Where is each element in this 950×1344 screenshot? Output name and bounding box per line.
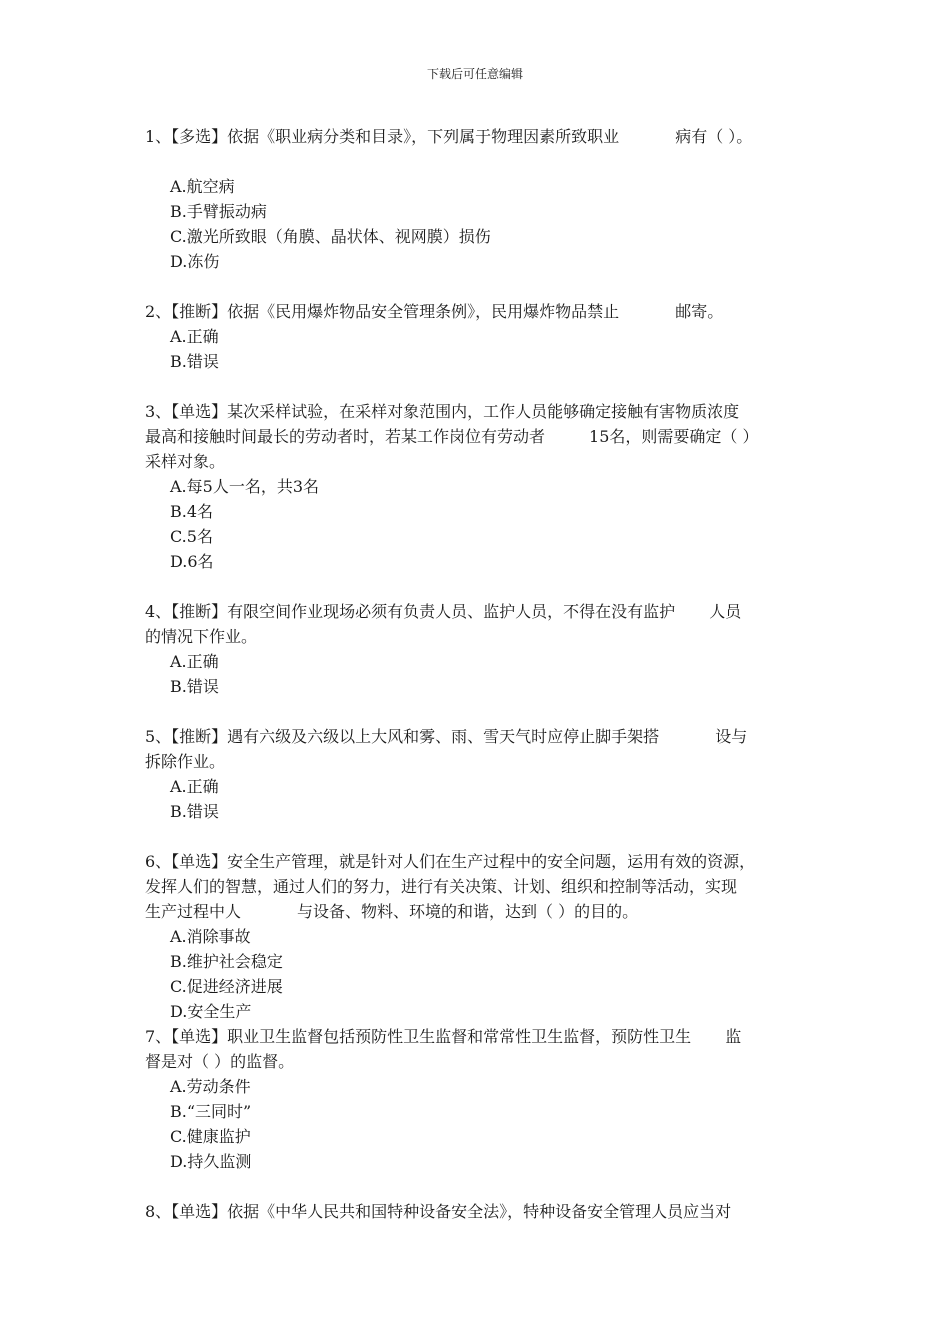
- question-1-options: [145, 174, 825, 274]
- question-1-stem: 1、【多选】依据《职业病分类和目录》，下列属于物理因素所致职业 病有（ ）。: [145, 127, 753, 146]
- question-3-stem-line-2: 最高和接触时间最长的劳动者时，若某工作岗位有劳动者 15名，则需要确定（ ）: [145, 427, 759, 446]
- option-a[interactable]: A.正确: [170, 327, 219, 346]
- page-header: 下载后可任意编辑: [426, 67, 523, 81]
- option-c[interactable]: C.促进经济进展: [170, 977, 283, 996]
- question-2: [145, 299, 825, 374]
- option-b[interactable]: B.4名: [170, 502, 214, 521]
- question-5-stem-line-2: 拆除作业。: [145, 752, 226, 771]
- question-7-stem-line-2: 督是对（ ）的监督。: [145, 1052, 295, 1071]
- question-2-stem: 2、【推断】依据《民用爆炸物品安全管理条例》，民用爆炸物品禁止 邮寄。: [145, 302, 724, 321]
- option-a[interactable]: A.每5人一名，共3名: [170, 477, 320, 496]
- option-d[interactable]: D.安全生产: [170, 1002, 252, 1021]
- question-6-stem-line-3: 生产过程中人 与设备、物料、环境的和谐，达到（ ）的目的。: [145, 902, 639, 921]
- question-8-stem-line-1: 8、【单选】依据《中华人民共和国特种设备安全法》，特种设备安全管理人员应当对: [145, 1202, 732, 1221]
- option-b[interactable]: B.维护社会稳定: [170, 952, 283, 971]
- question-4-stem-line-2: 的情况下作业。: [145, 627, 258, 646]
- option-d[interactable]: D.持久监测: [170, 1152, 252, 1171]
- question-7-stem-line-1: 7、【单选】职业卫生监督包括预防性卫生监督和常常性卫生监督，预防性卫生 监: [145, 1027, 742, 1046]
- option-c[interactable]: C.健康监护: [170, 1127, 251, 1146]
- question-7: [145, 1024, 825, 1174]
- option-a[interactable]: A.消除事故: [170, 927, 251, 946]
- option-b[interactable]: B.错误: [170, 352, 219, 371]
- question-4: [145, 599, 825, 699]
- option-a[interactable]: A.正确: [170, 777, 219, 796]
- question-5-stem-line-1: 5、【推断】遇有六级及六级以上大风和雾、雨、雪天气时应停止脚手架搭 设与: [145, 727, 748, 746]
- option-b[interactable]: B.错误: [170, 802, 219, 821]
- option-c[interactable]: C.5名: [170, 527, 213, 546]
- question-3: [145, 399, 825, 574]
- question-4-stem-line-1: 4、【推断】有限空间作业现场必须有负责人员、监护人员，不得在没有监护 人员: [145, 602, 742, 621]
- option-b[interactable]: B.错误: [170, 677, 219, 696]
- question-6-stem-line-2: 发挥人们的智慧，通过人们的努力，进行有关决策、计划、组织和控制等活动，实现: [145, 877, 738, 896]
- option-a[interactable]: A.正确: [170, 652, 219, 671]
- question-list: [145, 124, 825, 1224]
- option-d[interactable]: D.6名: [170, 552, 214, 571]
- option-d[interactable]: D.冻伤: [170, 252, 220, 271]
- question-1: [145, 124, 825, 149]
- option-a[interactable]: A.劳动条件: [170, 1077, 251, 1096]
- option-b[interactable]: B.手臂振动病: [170, 202, 267, 221]
- question-6-stem-line-1: 6、【单选】安全生产管理，就是针对人们在生产过程中的安全问题，运用有效的资源，: [145, 852, 756, 871]
- question-3-stem-line-3: 采样对象。: [145, 452, 226, 471]
- question-6: [145, 849, 825, 1024]
- question-8: [145, 1199, 825, 1224]
- option-b[interactable]: B.“三同时”: [170, 1102, 252, 1121]
- option-c[interactable]: C.激光所致眼（角膜、晶状体、视网膜）损伤: [170, 227, 491, 246]
- question-5: [145, 724, 825, 824]
- option-a[interactable]: A.航空病: [170, 177, 235, 196]
- question-3-stem-line-1: 3、【单选】某次采样试验，在采样对象范围内，工作人员能够确定接触有害物质浓度: [145, 402, 740, 421]
